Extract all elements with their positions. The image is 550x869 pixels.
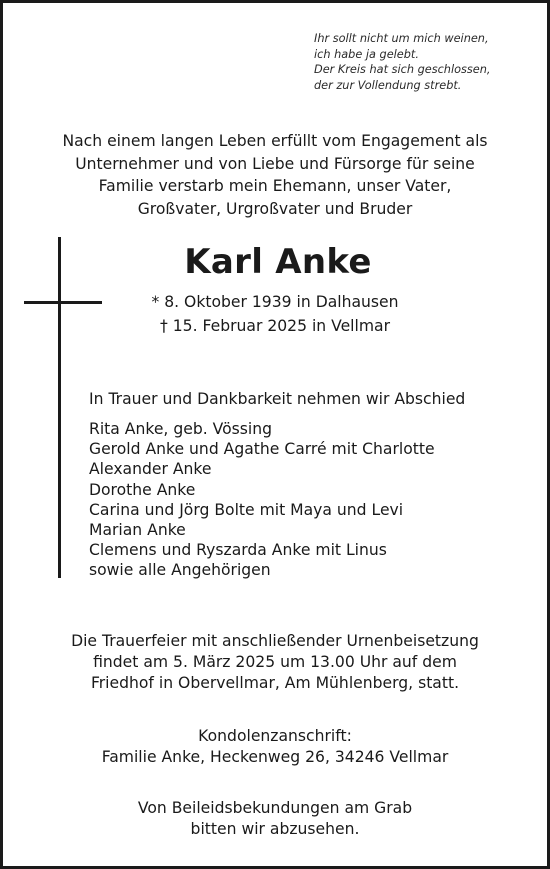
poem-line: Ihr sollt nicht um mich weinen,: [314, 32, 489, 45]
birth-date: * 8. Oktober 1939 in Dalhausen: [151, 293, 399, 311]
service-line: Friedhof in Obervellmar, Am Mühlenberg, statt.: [90, 674, 460, 692]
cross-icon: [58, 237, 61, 578]
funeral-service-info: [3, 631, 547, 694]
mourner-entry: Clemens und Ryszarda Anke mit Linus: [89, 541, 387, 560]
intro-line: Nach einem langen Leben erfüllt vom Engagement als: [62, 132, 488, 150]
condolence-address: [3, 726, 547, 768]
intro-line: Großvater, Urgroßvater und Bruder: [137, 199, 413, 218]
poem-line: ich habe ja gelebt.: [314, 47, 419, 61]
mourner-entry: Dorothe Anke: [89, 480, 196, 499]
mourner-entry: Gerold Anke und Agathe Carré mit Charlotte: [89, 440, 435, 459]
mourners-list: [89, 419, 435, 581]
poem-verse: [314, 31, 539, 93]
poem-line: Der Kreis hat sich geschlossen,: [314, 63, 491, 76]
intro-line: Unternehmer und von Liebe und Fürsorge für seine: [75, 154, 475, 173]
life-dates: [3, 290, 547, 338]
grave-note-line: bitten wir abzusehen.: [190, 820, 360, 838]
mourner-entry: sowie alle Angehörigen: [89, 561, 271, 580]
grave-note: [3, 798, 547, 840]
service-line: findet am 5. März 2025 um 13.00 Uhr auf dem: [93, 653, 457, 671]
mourner-entry: Marian Anke: [89, 521, 186, 540]
death-date: † 15. Februar 2025 in Vellmar: [159, 317, 391, 335]
poem-line: der zur Vollendung strebt.: [314, 78, 462, 92]
condolence-address-line: Familie Anke, Heckenweg 26, 34246 Vellmar: [101, 748, 449, 766]
service-line: Die Trauerfeier mit anschließender Urnenbeisetzung: [71, 632, 479, 650]
mourner-entry: Alexander Anke: [89, 460, 212, 479]
condolence-label: Kondolenzanschrift:: [198, 727, 352, 745]
grave-note-line: Von Beileidsbekundungen am Grab: [137, 799, 413, 817]
mourner-entry: Rita Anke, geb. Vössing: [89, 420, 272, 438]
mourners-heading: In Trauer und Dankbarkeit nehmen wir Abschied: [89, 390, 466, 408]
intro-line: Familie verstarb mein Ehemann, unser Vater,: [98, 177, 452, 195]
mourner-entry: Carina und Jörg Bolte mit Maya und Levi: [89, 500, 404, 519]
intro-text: [3, 130, 547, 220]
deceased-name: Karl Anke: [184, 242, 372, 282]
